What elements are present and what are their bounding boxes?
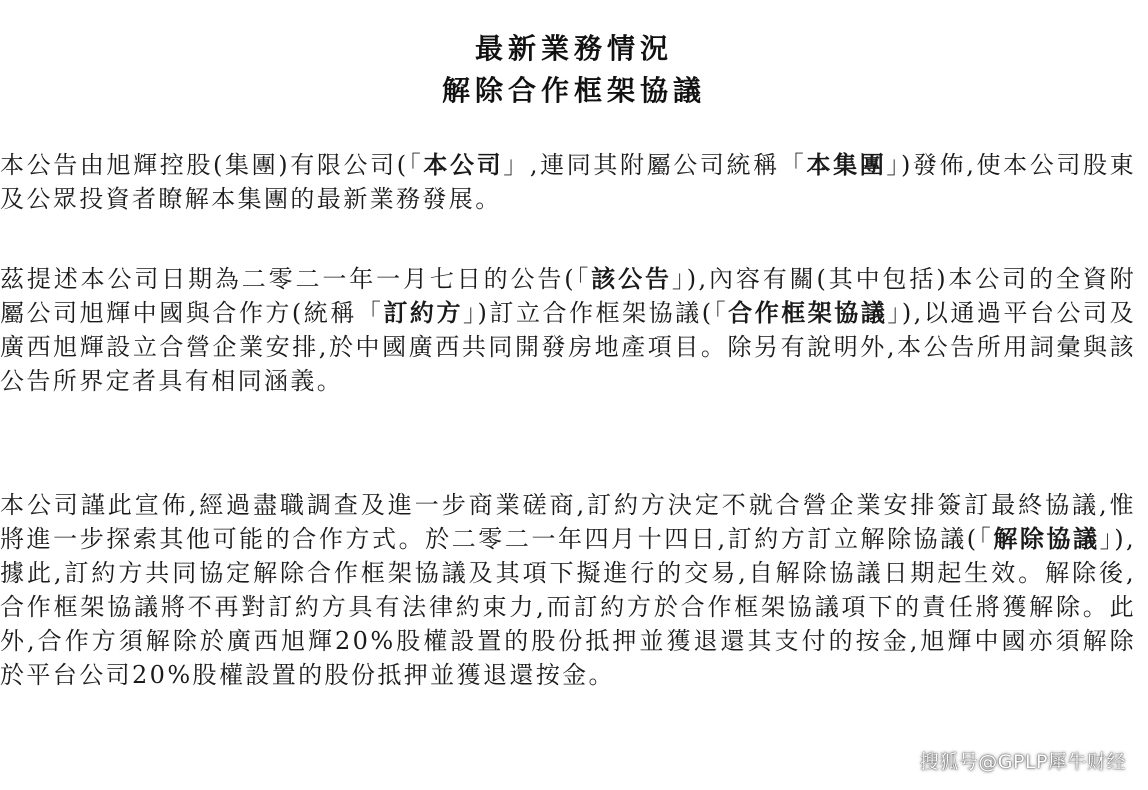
paragraph-text: 」)訂立合作框架協議(「 bbox=[463, 299, 729, 327]
paragraph-text: 」)發佈,使本公司股東及公眾投資者瞭解本集團的最新業務發展。 bbox=[0, 151, 1136, 213]
paragraph-text: 」,連同其附屬公司統稱「 bbox=[503, 151, 807, 179]
paragraph-text: 」),據此,訂約方共同協定解除合作框架協議及其項下擬進行的交易,自解除協議日期起生效。解除後,合作框架協議將不再對訂約方具有法律約束力,而訂約方於合作框架協議項下的責任將獲解除。此外,合作方須解除於廣西旭輝20%股權設置的股份抵押並獲退還其支付的按金,旭輝中國亦須解除於平台公司20%股權設置的股份抵押並獲退還按金。 bbox=[0, 525, 1136, 689]
defined-term: 解除協議 bbox=[993, 525, 1100, 553]
paragraph-text: 本公司謹此宣佈,經過盡職調查及進一步商業磋商,訂約方決定不就合營企業安排簽訂最終協議,惟將進一步探索其他可能的合作方式。於二零二一年四月十四日,訂約方訂立解除協議(「 bbox=[0, 491, 1136, 553]
paragraph-text: 本公告由旭輝控股(集團)有限公司(「 bbox=[0, 151, 424, 179]
title-line-1: 最新業務情況 bbox=[474, 32, 673, 65]
paragraph-text: 茲提述本公司日期為二零二一年一月七日的公告(「 bbox=[0, 265, 592, 293]
watermark: 搜狐号@GPLP犀牛财经 bbox=[919, 751, 1126, 773]
defined-term: 合作框架協議 bbox=[728, 299, 888, 327]
defined-term: 本集團 bbox=[806, 151, 887, 179]
announcement-title bbox=[0, 28, 1148, 112]
defined-term: 訂約方 bbox=[383, 299, 463, 327]
title-line-2: 解除合作框架協議 bbox=[441, 74, 706, 107]
paragraph-text: 」),內容有關(其中包括)本公司的全資附屬公司旭輝中國與合作方(統稱「 bbox=[0, 265, 1137, 327]
paragraph-intro bbox=[0, 148, 1136, 216]
paragraph-text: 」),以通過平台公司及廣西旭輝設立合營企業安排,於中國廣西共同開發房地產項目。除另有說明外,本公告所用詞彙與該公告所界定者具有相同涵義。 bbox=[0, 299, 1136, 395]
defined-term: 本公司 bbox=[423, 151, 504, 179]
defined-term: 該公告 bbox=[591, 265, 672, 293]
paragraph-termination bbox=[0, 488, 1136, 692]
paragraph-reference bbox=[0, 262, 1136, 398]
